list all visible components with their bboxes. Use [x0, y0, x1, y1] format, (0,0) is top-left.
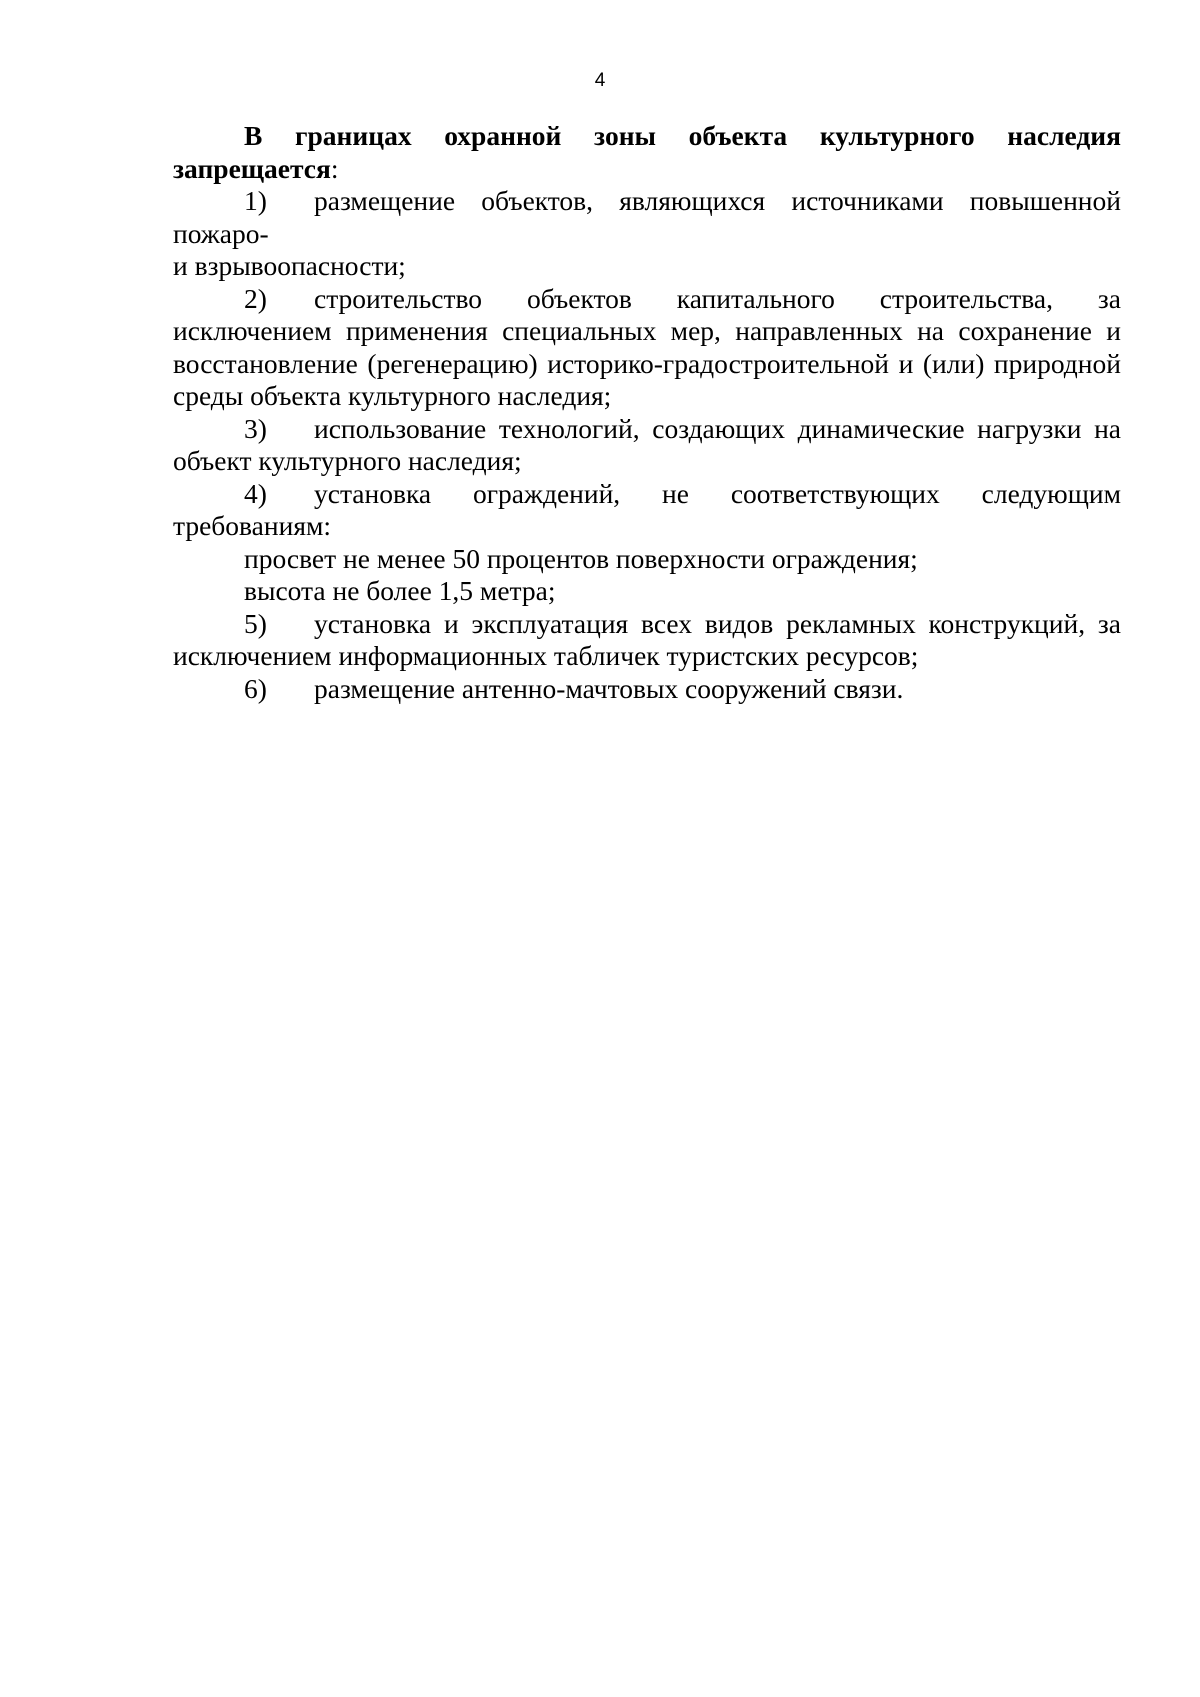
section-heading-text: В границах охранной зоны объекта культурного наследия запрещается — [173, 120, 1121, 184]
list-item-number: 4) — [244, 477, 267, 509]
requirement-line-1: просвет не менее 50 процентов поверхности ограждения; — [244, 542, 918, 574]
requirement-line-2: высота не более 1,5 метра; — [244, 575, 556, 606]
list-item-6 — [173, 673, 1121, 706]
list-item-4 — [173, 478, 1121, 543]
list-item-1 — [173, 185, 1121, 283]
section-heading — [173, 120, 1121, 185]
list-item-2 — [173, 283, 1121, 413]
list-item-5 — [173, 608, 1121, 673]
section-heading-colon: : — [330, 152, 339, 184]
list-item-number: 2) — [244, 282, 267, 314]
list-item-number: 5) — [244, 607, 267, 639]
list-item-text: строительство объектов капитального строительства, за исключением применения специальных мер, направленных на сохранение и восстановление (регенерацию) историко-градостроительной и (или) природной среды объекта культурного наследия; — [173, 282, 1121, 411]
document-body — [173, 120, 1121, 705]
list-item-text: установка ограждений, не соответствующих следующим требованиям: — [173, 477, 1121, 541]
list-item-text: размещение объектов, являющихся источниками повышенной пожаро- — [173, 185, 1121, 249]
list-item-number: 6) — [244, 672, 267, 704]
page-number: 4 — [594, 70, 606, 91]
list-item-text: установка и эксплуатация всех видов рекламных конструкций, за исключением информационных табличек туристских ресурсов; — [173, 607, 1121, 671]
list-item-text: размещение антенно-мачтовых сооружений связи. — [314, 672, 904, 704]
list-item-number: 1) — [244, 185, 267, 216]
list-item-number: 3) — [244, 412, 267, 444]
list-item-continuation: и взрывоопасности; — [173, 250, 406, 281]
list-item-3 — [173, 413, 1121, 478]
list-item-text: использование технологий, создающих динамические нагрузки на объект культурного наследия; — [173, 412, 1121, 476]
